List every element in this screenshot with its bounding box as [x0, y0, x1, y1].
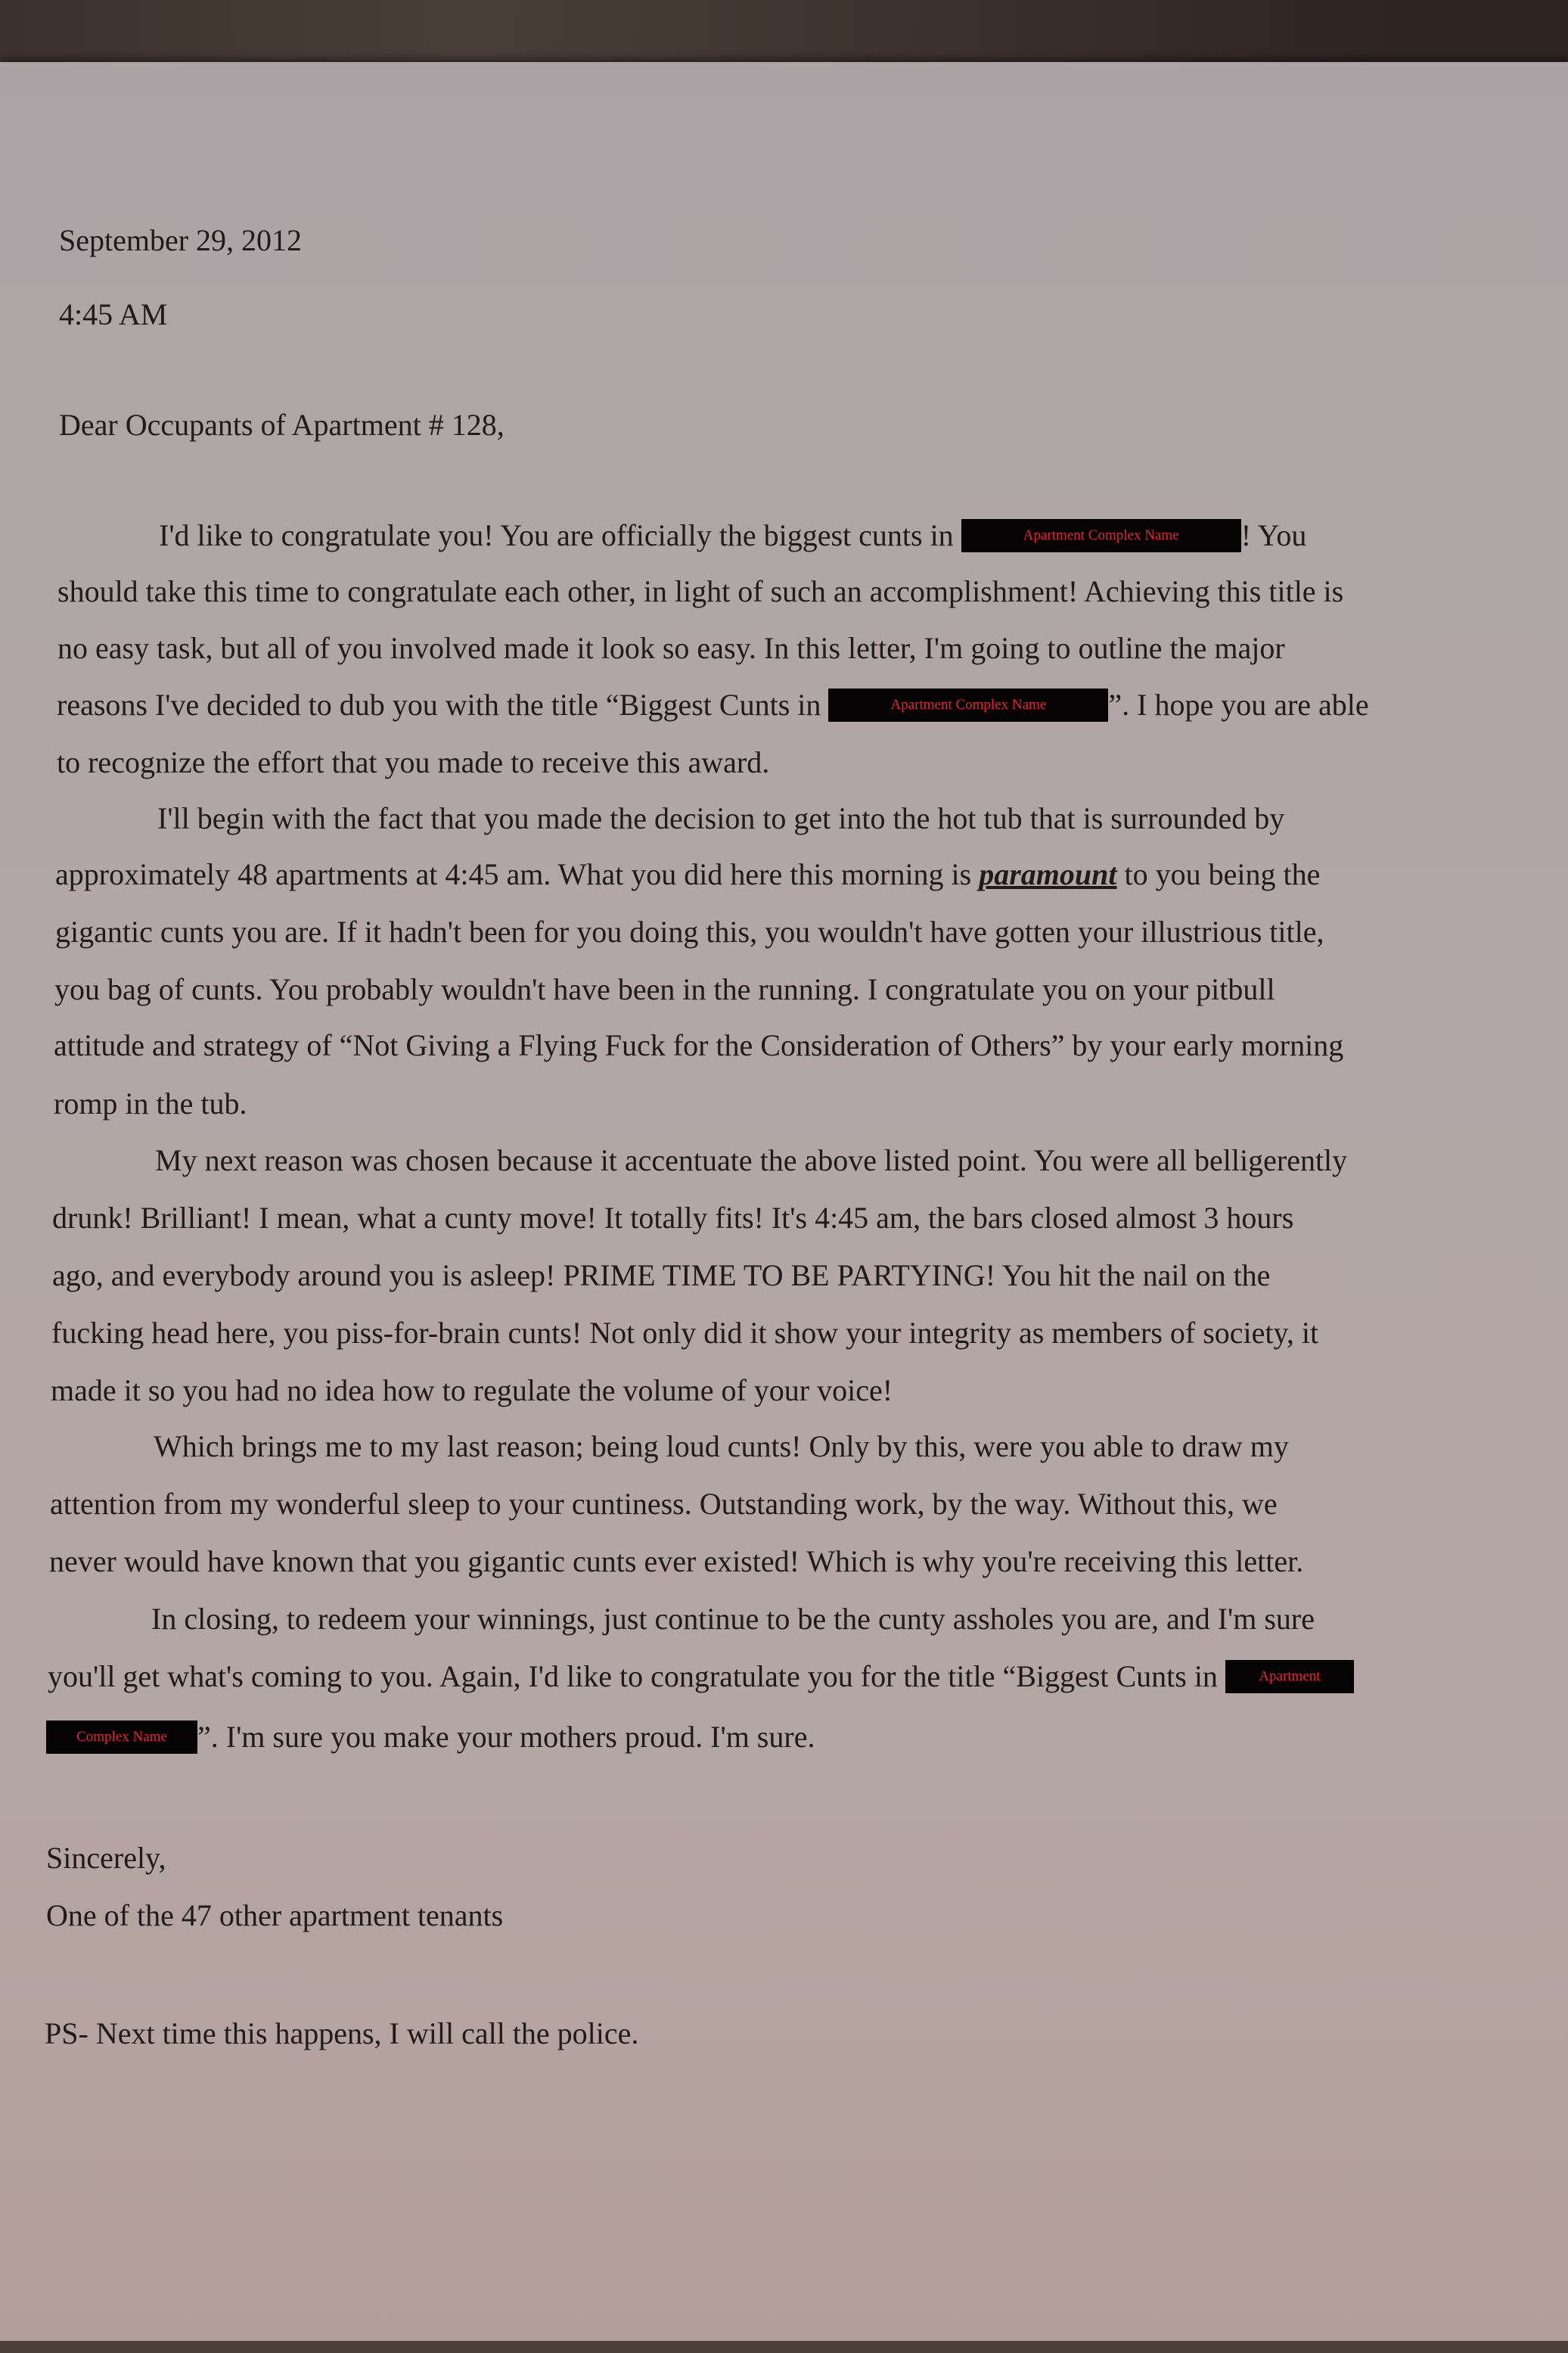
p1-line-4-tail: ”. I hope you are able — [1108, 688, 1369, 722]
p2-line-5: attitude and strategy of “Not Giving a Flying Fuck for the Consideration of Others” by your early morning — [54, 1028, 1344, 1062]
p2-line-2-tail: to you being the — [1116, 857, 1321, 891]
p2-line-2 — [55, 856, 1320, 893]
p2-line-6: romp in the tub. — [54, 1086, 247, 1121]
letter-sheet — [0, 62, 1568, 2341]
p5-line-2 — [48, 1658, 1354, 1696]
p5-line-3-tail: ”. I'm sure you make your mothers proud. I'm sure. — [197, 1720, 815, 1754]
p1-line-1-tail: ! You — [1240, 518, 1307, 552]
table-edge — [0, 2341, 1568, 2353]
p3-line-5: made it so you had no idea how to regulate the volume of your voice! — [51, 1373, 893, 1407]
p1-line-5: to recognize the effort that you made to receive this award. — [57, 745, 770, 779]
letter-salutation: Dear Occupants of Apartment # 128, — [59, 408, 505, 442]
p2-line-2-text: approximately 48 apartments at 4:45 am. What you did here this morning is — [55, 857, 980, 891]
letter-paper — [0, 62, 1568, 2341]
p2-line-1: I'll begin with the fact that you made the decision to get into the hot tub that is surrounded by — [157, 801, 1285, 835]
p3-line-1: My next reason was chosen because it accentuate the above listed point. You were all belligerently — [155, 1143, 1348, 1177]
p1-line-1 — [159, 518, 1306, 555]
emphasis-word: paramount — [979, 857, 1117, 891]
p1-line-4 — [57, 687, 1369, 725]
p4-line-2: attention from my wonderful sleep to your cuntiness. Outstanding work, by the way. Without this, we — [50, 1487, 1278, 1521]
p1-line-3: no easy task, but all of you involved made it look so easy. In this letter, I'm going to outline the major — [57, 631, 1285, 665]
letter-date: September 29, 2012 — [59, 223, 303, 257]
p3-line-2: drunk! Brilliant! I mean, what a cunty move! It totally fits! It's 4:45 am, the bars closed almost 3 hours — [52, 1201, 1294, 1235]
letter-signature: One of the 47 other apartment tenants — [46, 1898, 504, 1932]
p3-line-4: fucking head here, you piss-for-brain cunts! Not only did it show your integrity as members of society, it — [51, 1316, 1319, 1350]
redaction-box: Apartment Complex Name — [828, 688, 1108, 722]
letter-closing: Sincerely, — [46, 1841, 166, 1875]
p4-line-3: never would have known that you gigantic cunts ever existed! Which is why you're receiving this letter. — [49, 1544, 1304, 1578]
p5-line-2-text: you'll get what's coming to you. Again, I'd like to congratulate you for the title “Biggest Cunts in — [48, 1659, 1225, 1693]
redaction-box: Apartment Complex Name — [961, 519, 1241, 552]
redaction-box: Apartment — [1225, 1660, 1354, 1693]
p5-line-1: In closing, to redeem your winnings, just continue to be the cunty assholes you are, and I'm sure — [151, 1602, 1315, 1636]
p5-line-3 — [46, 1719, 815, 1757]
p3-line-3: ago, and everybody around you is asleep! PRIME TIME TO BE PARTYING! You hit the nail on the — [52, 1258, 1271, 1292]
p1-line-2: should take this time to congratulate each other, in light of such an accomplishment! Achieving this title is — [57, 574, 1344, 608]
letter-time: 4:45 AM — [59, 297, 168, 331]
p4-line-1: Which brings me to my last reason; being loud cunts! Only by this, were you able to draw my — [154, 1429, 1289, 1463]
p1-line-4-text: reasons I've decided to dub you with the title “Biggest Cunts in — [57, 688, 829, 722]
p1-line-1-text: I'd like to congratulate you! You are officially the biggest cunts in — [159, 518, 961, 552]
p2-line-3: gigantic cunts you are. If it hadn't been for you doing this, you wouldn't have gotten your illustrious title, — [55, 915, 1324, 949]
redaction-box: Complex Name — [46, 1720, 197, 1754]
p2-line-4: you bag of cunts. You probably wouldn't have been in the running. I congratulate you on your pitbull — [54, 972, 1275, 1006]
letter-postscript: PS- Next time this happens, I will call the police. — [45, 2016, 639, 2050]
